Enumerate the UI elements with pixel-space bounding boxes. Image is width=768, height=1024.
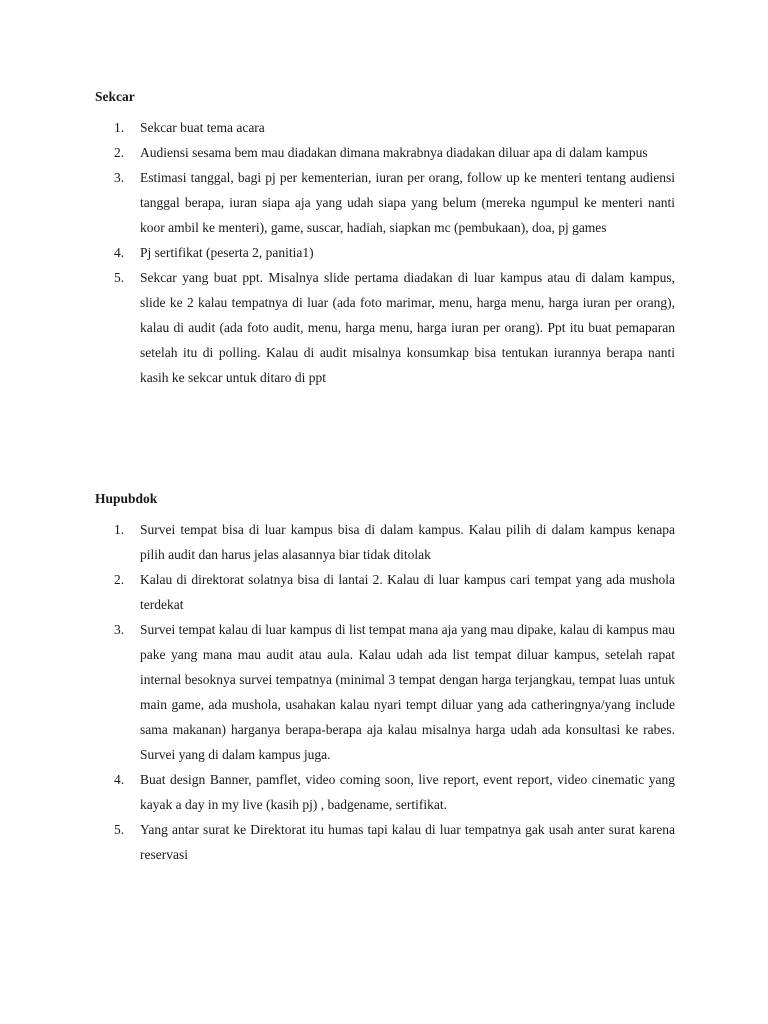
section-hupubdok	[95, 486, 675, 867]
list-item	[95, 517, 675, 567]
list-item-text: Kalau di direktorat solatnya bisa di lantai 2. Kalau di luar kampus cari tempat yang ada mushola terdekat	[140, 572, 675, 612]
list-item	[95, 165, 675, 240]
list-item-text: Estimasi tanggal, bagi pj per kementerian, iuran per orang, follow up ke menteri tentang audiensi tanggal berapa, iuran siapa aja yang udah siapa yang belum (mereka ngumpul ke menteri nanti koor ambil ke menteri), game, suscar, hadiah, siapkan mc (pembukaan), doa, pj games	[140, 170, 675, 235]
list-number: 4.	[114, 245, 125, 260]
list-number: 2.	[114, 145, 125, 160]
list-item	[95, 767, 675, 817]
list-item	[95, 617, 675, 767]
list-item-text: Pj sertifikat (peserta 2, panitia1)	[140, 245, 314, 260]
list-item-text: Buat design Banner, pamflet, video coming soon, live report, event report, video cinematic yang kayak a day in my live (kasih pj) , badgename, sertifikat.	[140, 772, 675, 812]
list-item	[95, 115, 675, 140]
section-heading: Hupubdok	[95, 491, 158, 506]
list-item	[95, 140, 675, 165]
list-item-text: Survei tempat kalau di luar kampus di list tempat mana aja yang mau dipake, kalau di kampus mau pake yang mana mau audit atau aula. Kalau udah ada list tempat diluar kampus, setelah rapat internal besoknya survei tempatnya (minimal 3 tempat dengan harga terjangkau, tempat luas untuk main game, ada mushola, usahakan kalau nyari tempt diluar yang ada catheringnya/yang include sama makanan) harganya berapa-berapa aja kalau misalnya harga udah ada konsultasi ke rabes. Survei yang di dalam kampus juga.	[140, 622, 675, 762]
list-item-text: Sekcar yang buat ppt. Misalnya slide pertama diadakan di luar kampus atau di dalam kampus, slide ke 2 kalau tempatnya di luar (ada foto marimar, menu, harga menu, harga iuran per orang), kalau di audit (ada foto audit, menu, harga menu, harga iuran per orang). Ppt itu buat pemaparan setelah itu di polling. Kalau di audit misalnya konsumkap bisa tentukan iurannya berapa nanti kasih ke sekcar untuk ditaro di ppt	[140, 270, 675, 385]
list-number: 5.	[114, 270, 125, 285]
list-item	[95, 567, 675, 617]
list-number: 1.	[114, 120, 125, 135]
section-heading: Sekcar	[95, 89, 135, 104]
list-number: 1.	[114, 522, 125, 537]
numbered-list	[95, 115, 675, 390]
list-number: 3.	[114, 622, 125, 637]
list-number: 5.	[114, 822, 125, 837]
list-item	[95, 817, 675, 867]
list-number: 2.	[114, 572, 125, 587]
list-item-text: Sekcar buat tema acara	[140, 120, 265, 135]
section-sekcar	[95, 84, 675, 390]
list-number: 3.	[114, 170, 125, 185]
list-item	[95, 265, 675, 390]
list-item-text: Survei tempat bisa di luar kampus bisa di dalam kampus. Kalau pilih di dalam kampus kenapa pilih audit dan harus jelas alasannya biar tidak ditolak	[140, 522, 675, 562]
numbered-list	[95, 517, 675, 867]
list-item	[95, 240, 675, 265]
list-item-text: Yang antar surat ke Direktorat itu humas tapi kalau di luar tempatnya gak usah anter surat karena reservasi	[140, 822, 675, 862]
list-number: 4.	[114, 772, 125, 787]
list-item-text: Audiensi sesama bem mau diadakan dimana makrabnya diadakan diluar apa di dalam kampus	[140, 145, 648, 160]
